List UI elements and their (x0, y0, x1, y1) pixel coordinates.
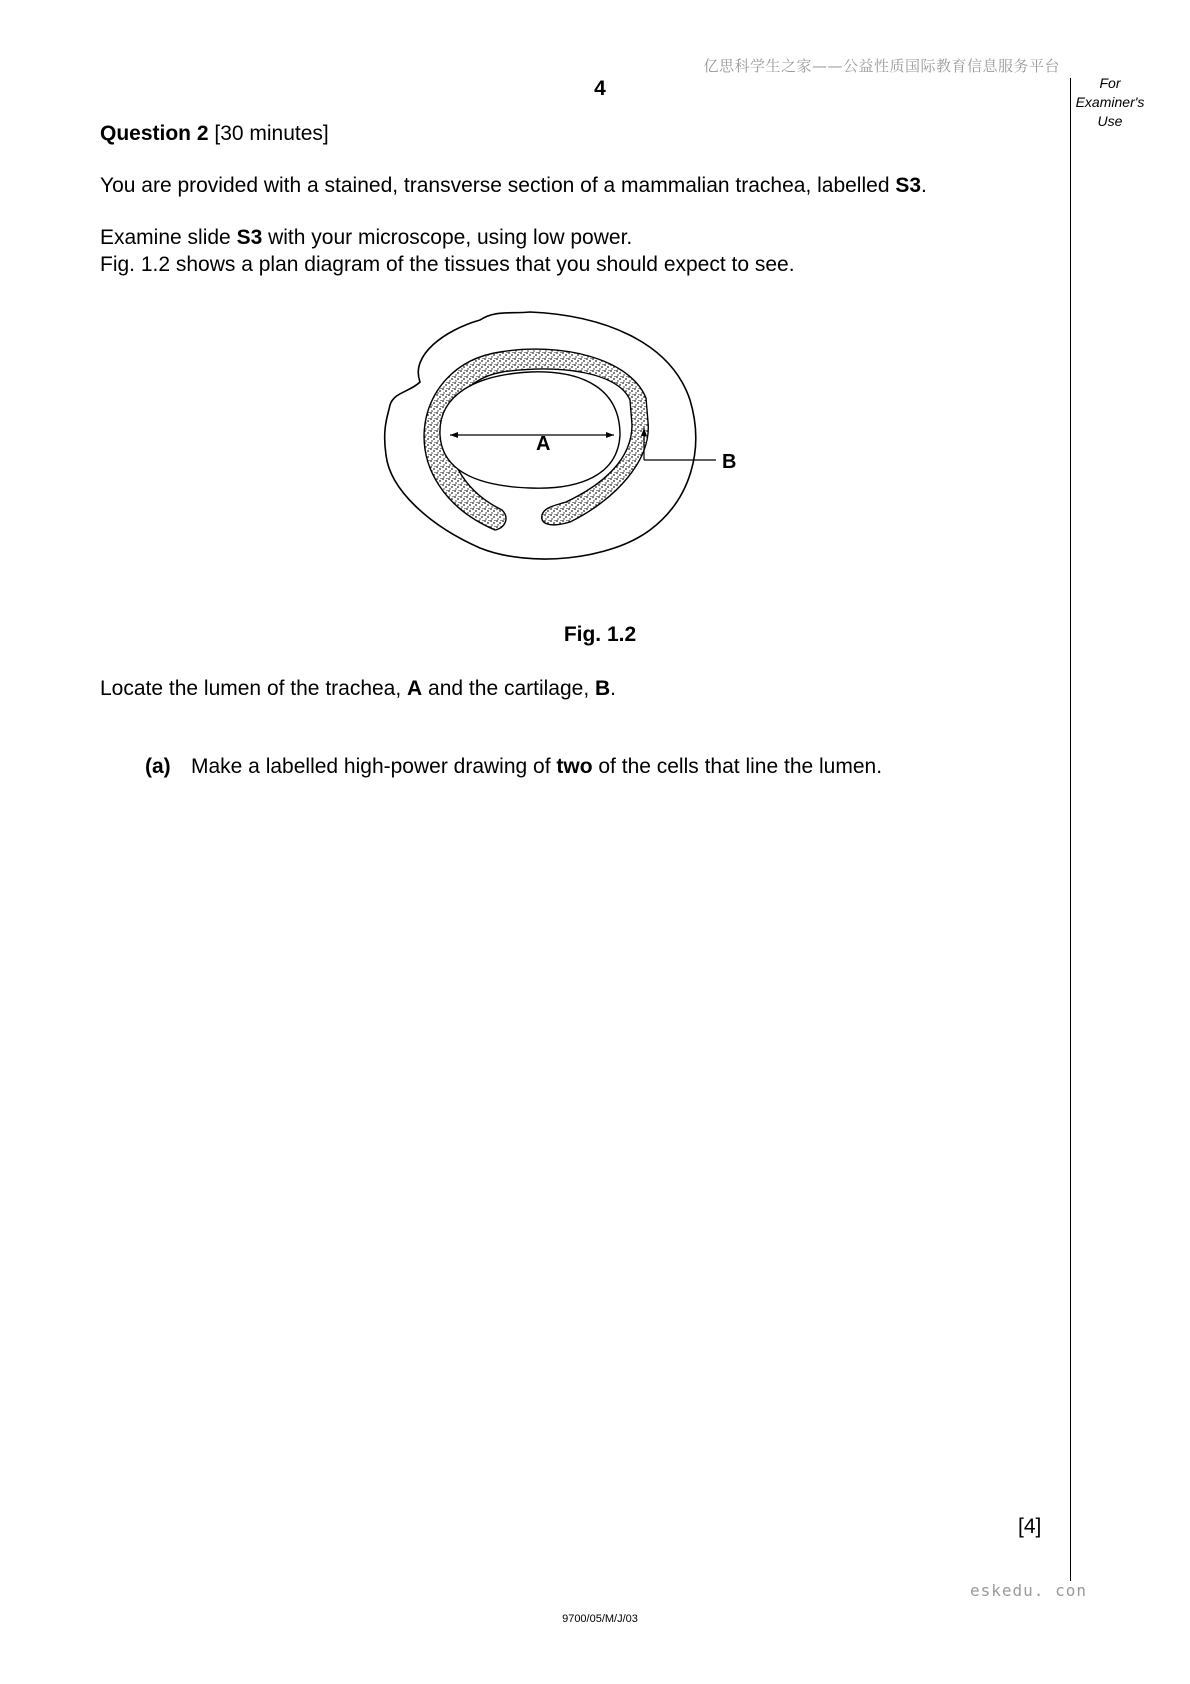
watermark-bottom: eskedu. con (970, 1581, 1087, 1600)
locate-mid: and the cartilage, (422, 677, 595, 700)
label-a: A (536, 433, 551, 455)
part-a-question (145, 755, 882, 779)
examiner-line-3: Use (1097, 113, 1123, 129)
watermark-top: 亿思科学生之家——公益性质国际教育信息服务平台 (703, 57, 1060, 75)
examiner-line-1: For (1099, 75, 1121, 91)
examine-instruction (100, 225, 632, 251)
locate-label-b: B (595, 677, 611, 700)
marks-allocation: [4] (1018, 1515, 1042, 1538)
question-title (100, 121, 329, 147)
trachea-plan-diagram (370, 310, 770, 590)
examine-end: with your microscope, using low power. (262, 226, 633, 249)
examiner-margin-line (1070, 78, 1071, 1581)
label-b: B (722, 451, 737, 473)
page-number: 4 (594, 77, 606, 100)
question-time: [30 minutes] (208, 122, 329, 145)
examine-text: Examine slide (100, 226, 237, 249)
locate-text: Locate the lumen of the trachea, (100, 677, 408, 700)
intro-text: You are provided with a stained, transverse section of a mammalian trachea, labelled (100, 174, 896, 197)
slide-label: S3 (895, 174, 922, 197)
part-a-label: (a) (145, 755, 171, 778)
paper-code: 9700/05/M/J/03 (562, 1613, 638, 1625)
part-a-emphasis: two (556, 755, 593, 778)
locate-end: . (610, 677, 617, 700)
figure-intro: Fig. 1.2 shows a plan diagram of the tissues that you should expect to see. (100, 253, 795, 276)
intro-paragraph (100, 173, 927, 199)
question-number: Question 2 (100, 122, 209, 145)
intro-end: . (921, 174, 927, 197)
part-a-end: of the cells that line the lumen. (592, 755, 883, 778)
figure-caption: Fig. 1.2 (563, 623, 637, 646)
examine-slide-label: S3 (236, 226, 263, 249)
epithelium-lining (440, 372, 620, 488)
examiner-use-label (1070, 74, 1150, 131)
locate-instruction (100, 676, 616, 702)
part-a-text: Make a labelled high-power drawing of (191, 755, 557, 778)
locate-label-a: A (407, 677, 423, 700)
examiner-line-2: Examiner's (1075, 94, 1145, 110)
